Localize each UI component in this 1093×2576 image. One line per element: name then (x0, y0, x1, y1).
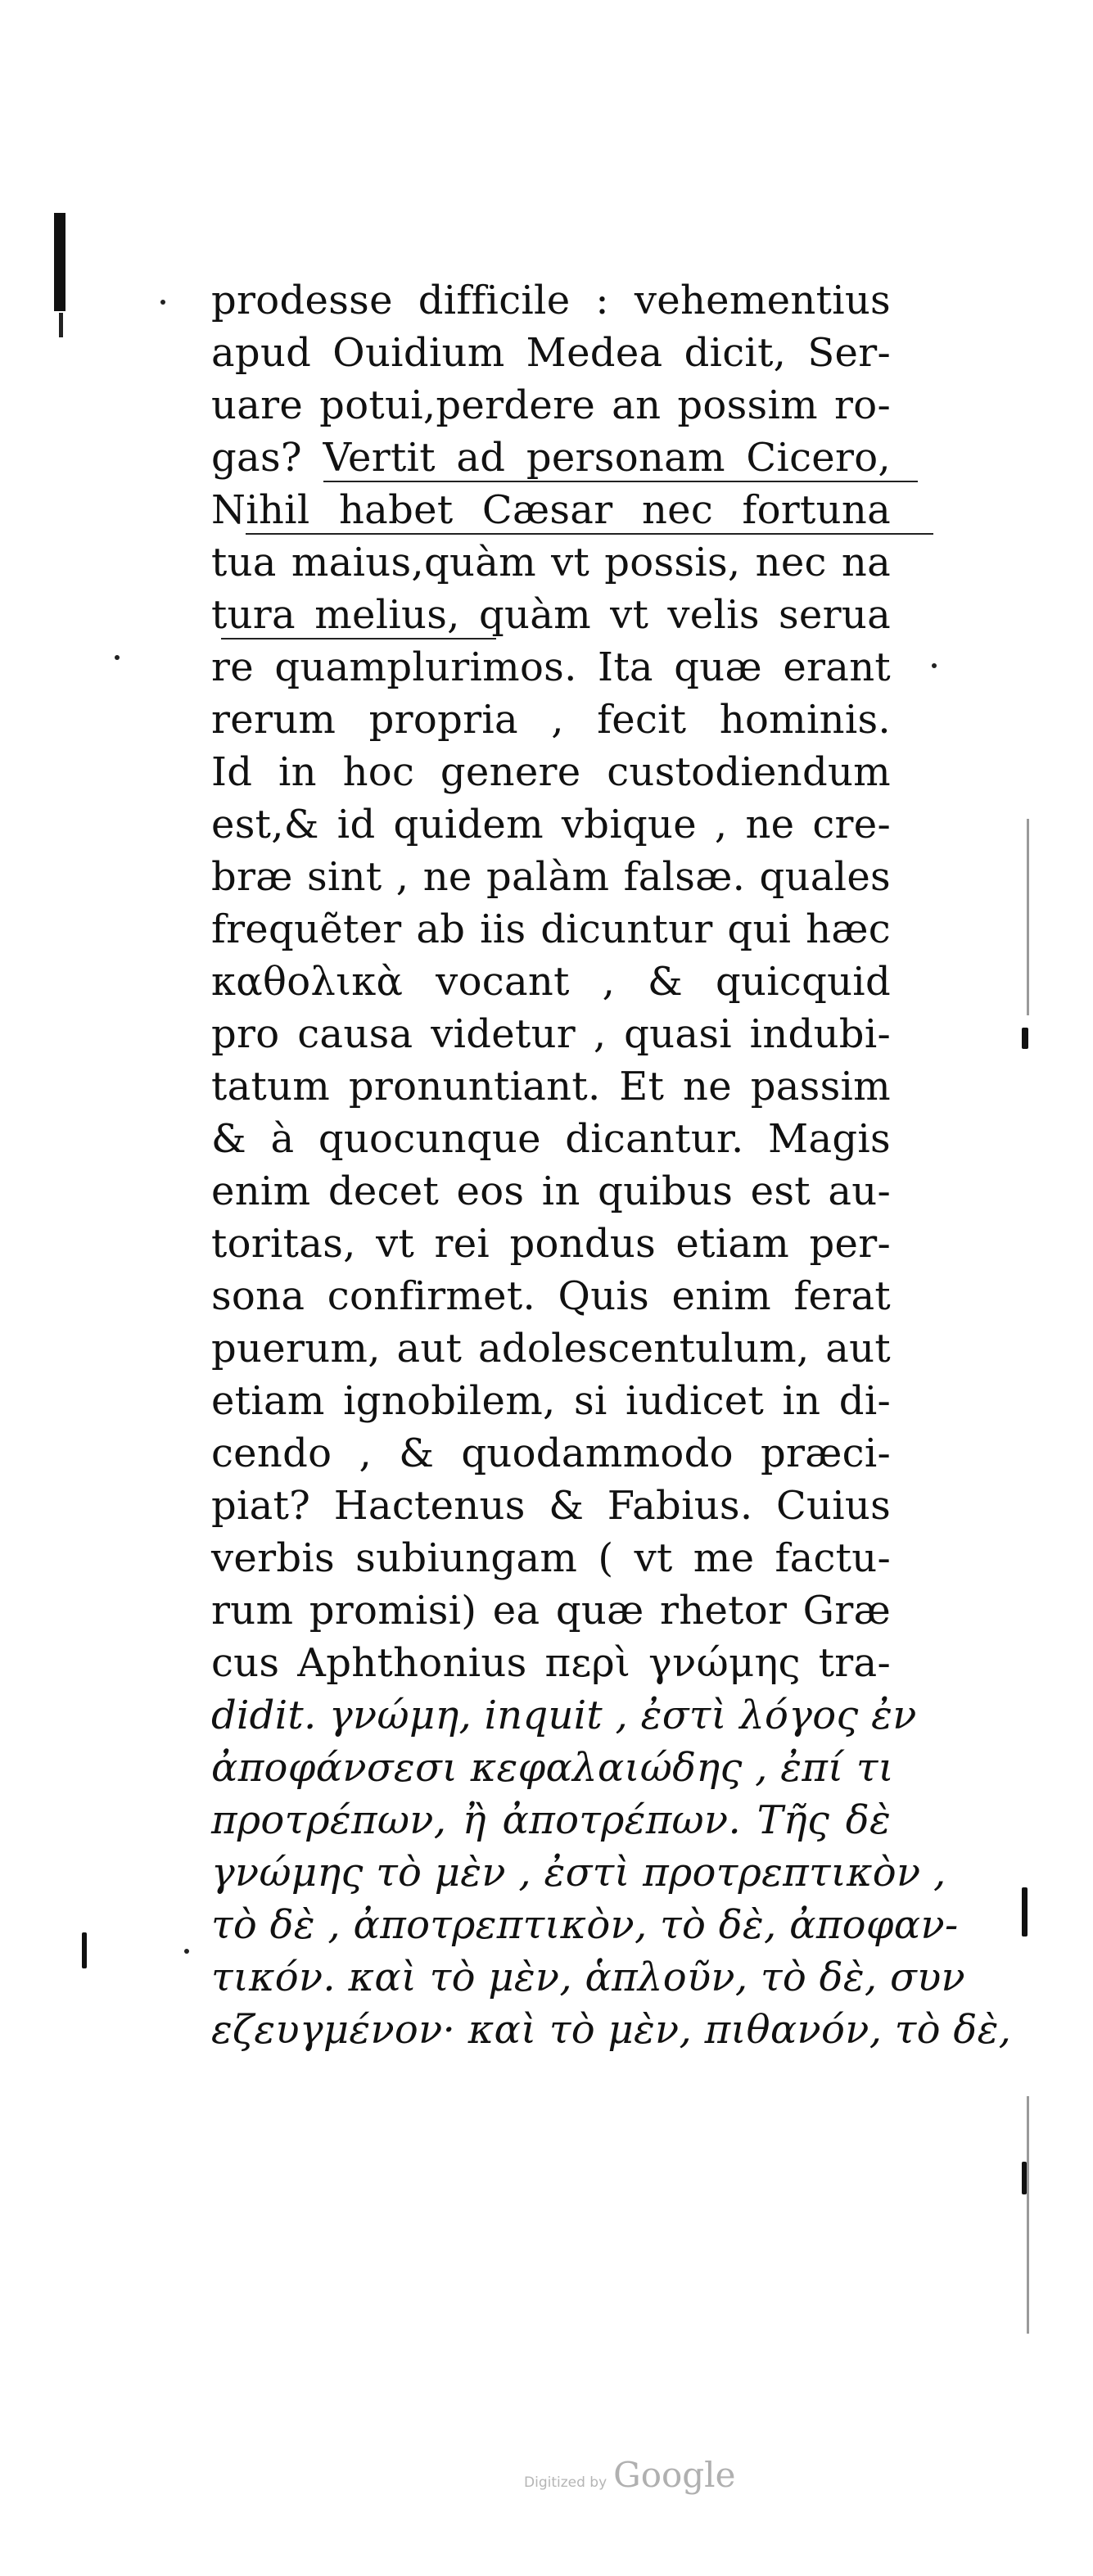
speck-dot (932, 663, 937, 668)
handwritten-underline (221, 638, 496, 639)
text-line: rerum propria , fecit hominis. (211, 697, 891, 743)
handwritten-underline (246, 533, 933, 535)
edge-mark (1022, 1887, 1028, 1937)
text-line-greek: ἀποφάνσεσι κεφαλαιώδης , ἐπί τι (211, 1745, 894, 1791)
text-line-greek: τὸ δὲ , ἀποτρεπτικὸν, τὸ δὲ, ἀποφαν- (211, 1902, 959, 1948)
text-line: toritas, vt rei pondus etiam per- (211, 1221, 891, 1267)
speck-dot (115, 655, 120, 660)
text-line: est,& id quidem vbique , ne cre- (211, 802, 891, 847)
text-line: Nihil habet Cæsar nec fortuna (211, 487, 891, 533)
text-line: uare potui,perdere an possim ro- (211, 382, 891, 428)
text-line: & à quocunque dicantur. Magis (211, 1116, 891, 1162)
google-logo: Google (613, 2455, 736, 2495)
text-line: sona confirmet. Quis enim ferat (211, 1273, 891, 1319)
speck-dot (184, 1949, 189, 1954)
text-line: cendo , & quodammodo præci- (211, 1430, 891, 1476)
text-line: piat? Hactenus & Fabius. Cuius (211, 1483, 891, 1529)
digitized-by-label: Digitized by (524, 2474, 607, 2491)
text-line-greek: προτρέπων, ἢ ἀποτρέπων. Τῆς δὲ (211, 1797, 891, 1843)
text-line-greek: τικόν. καὶ τὸ μὲν, ἁπλοῦν, τὸ δὲ, συν (211, 1955, 966, 2000)
text-line: tua maius,quàm vt possis, nec na (211, 540, 891, 585)
edge-mark (1022, 1028, 1028, 1049)
text-line: enim decet eos in quibus est au- (211, 1168, 891, 1214)
text-line: tura melius, quàm vt velis serua (211, 592, 891, 638)
text-line: pro causa videtur , quasi indubi- (211, 1011, 891, 1057)
page-edge-left-bar (54, 213, 65, 311)
text-line: rum promisi) ea quæ rhetor Græ (211, 1588, 891, 1634)
text-line: Id in hoc genere custodiendum (211, 749, 891, 795)
text-line-greek: didit. γνώμη, inquit , ἐστὶ λόγος ἐν (211, 1692, 917, 1738)
text-line: prodesse difficile : vehementius (211, 278, 891, 323)
text-line-greek: εζευγμένον· καὶ τὸ μὲν, πιθανόν, τὸ δὲ, (211, 2007, 1012, 2053)
text-line: verbis subiungam ( vt me factu- (211, 1535, 891, 1581)
main-text-block (211, 274, 1012, 2056)
text-line: puerum, aut adolescentulum, aut (211, 1326, 891, 1372)
handwritten-underline (323, 481, 918, 482)
text-line-greek: γνώμης τὸ μὲν , ἐστὶ προτρεπτικὸν , (211, 1850, 946, 1896)
page-edge-right-lower (1027, 2096, 1029, 2334)
text-line: gas? Vertit ad personam Cicero, (211, 435, 891, 481)
text-line: frequẽter ab iis dicuntur qui hæc (211, 906, 891, 952)
text-line: re quamplurimos. Ita quæ erant (211, 644, 891, 690)
text-line: bræ sint , ne palàm falsæ. quales (211, 854, 891, 900)
text-line: etiam ignobilem, si iudicet in di- (211, 1378, 891, 1424)
digitized-by-google-watermark (524, 2455, 735, 2495)
text-line: καθολικὰ vocant , & quicquid (211, 959, 891, 1005)
edge-mark (82, 1932, 87, 1968)
speck-dot (160, 300, 165, 305)
edge-mark (1022, 2162, 1027, 2194)
page-edge-left-tick (59, 313, 63, 337)
page-edge-right-upper (1027, 819, 1029, 1015)
text-line: apud Ouidium Medea dicit, Ser- (211, 330, 891, 376)
text-line: tatum pronuntiant. Et ne passim (211, 1064, 891, 1109)
text-line: cus Aphthonius περὶ γνώμης tra- (211, 1640, 891, 1686)
